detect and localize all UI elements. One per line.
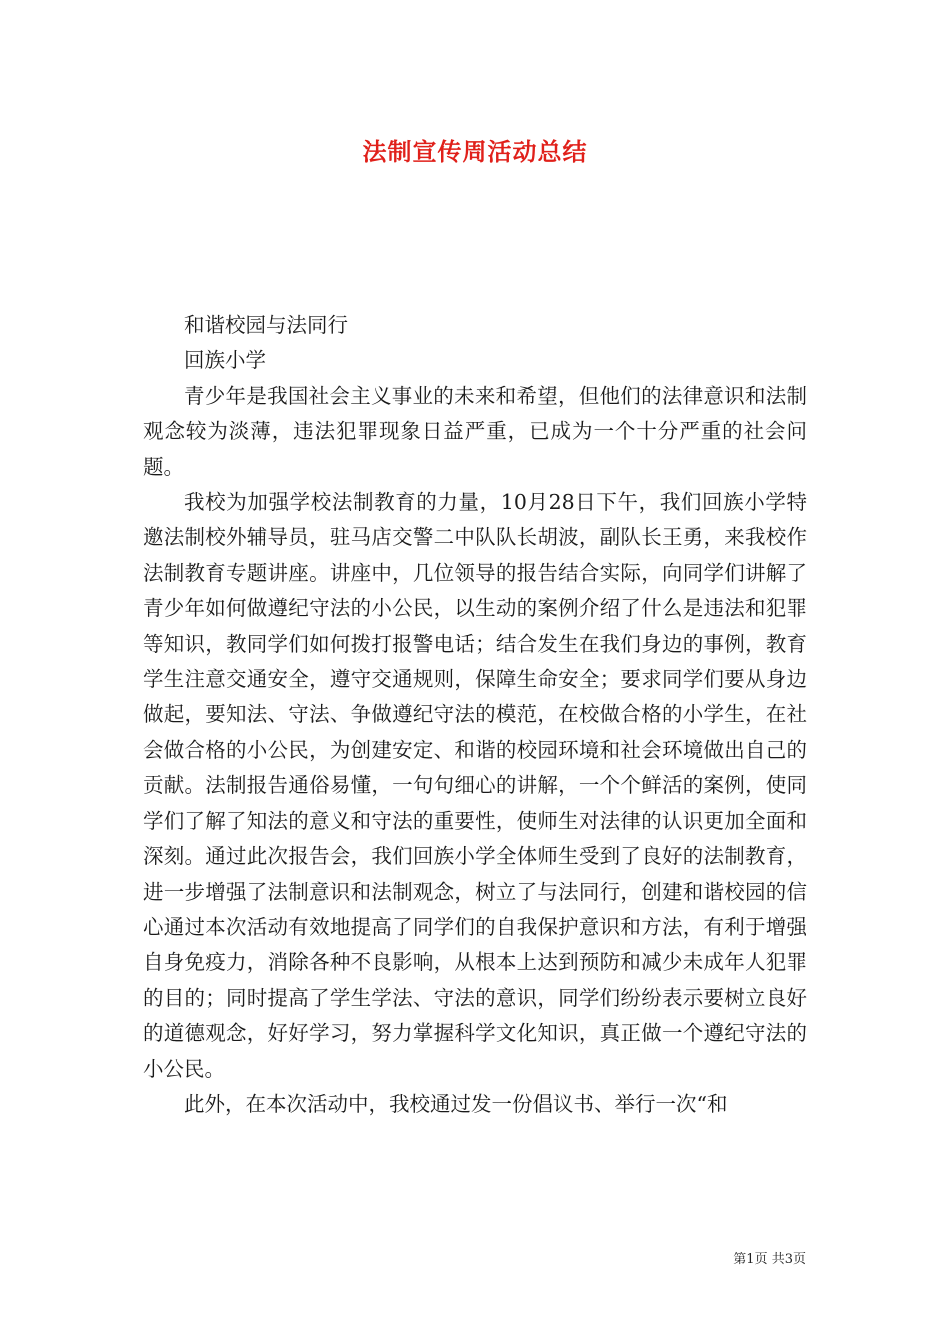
- page-number: [733, 1248, 806, 1267]
- total-pages: 3: [784, 1252, 793, 1267]
- page-prefix: 第: [733, 1252, 747, 1267]
- page-middle: 页 共: [754, 1252, 785, 1267]
- body-paragraph: 我校为加强学校法制教育的力量，10月28日下午，我们回族小学特邀法制校外辅导员，驻马店交警二中队队长胡波，副队长王勇，来我校作法制教育专题讲座。讲座中，几位领导的报告结合实际，向同学们讲解了青少年如何做遵纪守法的小公民，以生动的案例介绍了什么是违法和犯罪等知识，教同学们如何拨打报警电话；结合发生在我们身边的事例，教育学生注意交通安全，遵守交通规则，保障生命安全；要求同学们要从身边做起，要知法、守法、争做遵纪守法的模范，在校做合格的小学生，在社会做合格的小公民，为创建安定、和谐的校园环境和社会环境做出自己的贡献。法制报告通俗易懂，一句句细心的讲解，一个个鲜活的案例，使同学们了解了知法的意义和守法的重要性，使师生对法律的认识更加全面和深刻。通过此次报告会，我们回族小学全体师生受到了良好的法制教育，进一步增强了法制意识和法制观念，树立了与法同行，创建和谐校园的信心通过本次活动有效地提高了同学们的自我保护意识和方法，有利于增强自身免疫力，消除各种不良影响，从根本上达到预防和减少未成年人犯罪的目的；同时提高了学生学法、守法的意识，同学们纷纷表示要树立良好的道德观念，好好学习，努力掌握科学文化知识，真正做一个遵纪守法的小公民。: [143, 490, 807, 1081]
- author-line: 回族小学: [184, 348, 266, 373]
- body-paragraph: 青少年是我国社会主义事业的未来和希望，但他们的法律意识和法制观念较为淡薄，违法犯罪现象日益严重，已成为一个十分严重的社会问题。: [143, 383, 807, 479]
- page-suffix: 页: [792, 1252, 806, 1267]
- document-title: 法制宣传周活动总结: [362, 138, 588, 166]
- body-paragraph: 此外，在本次活动中，我校通过发一份倡议书、举行一次“和: [184, 1091, 728, 1116]
- subtitle-line: 和谐校园与法同行: [184, 313, 348, 337]
- current-page: 1: [746, 1252, 755, 1267]
- document-body: [143, 308, 807, 1122]
